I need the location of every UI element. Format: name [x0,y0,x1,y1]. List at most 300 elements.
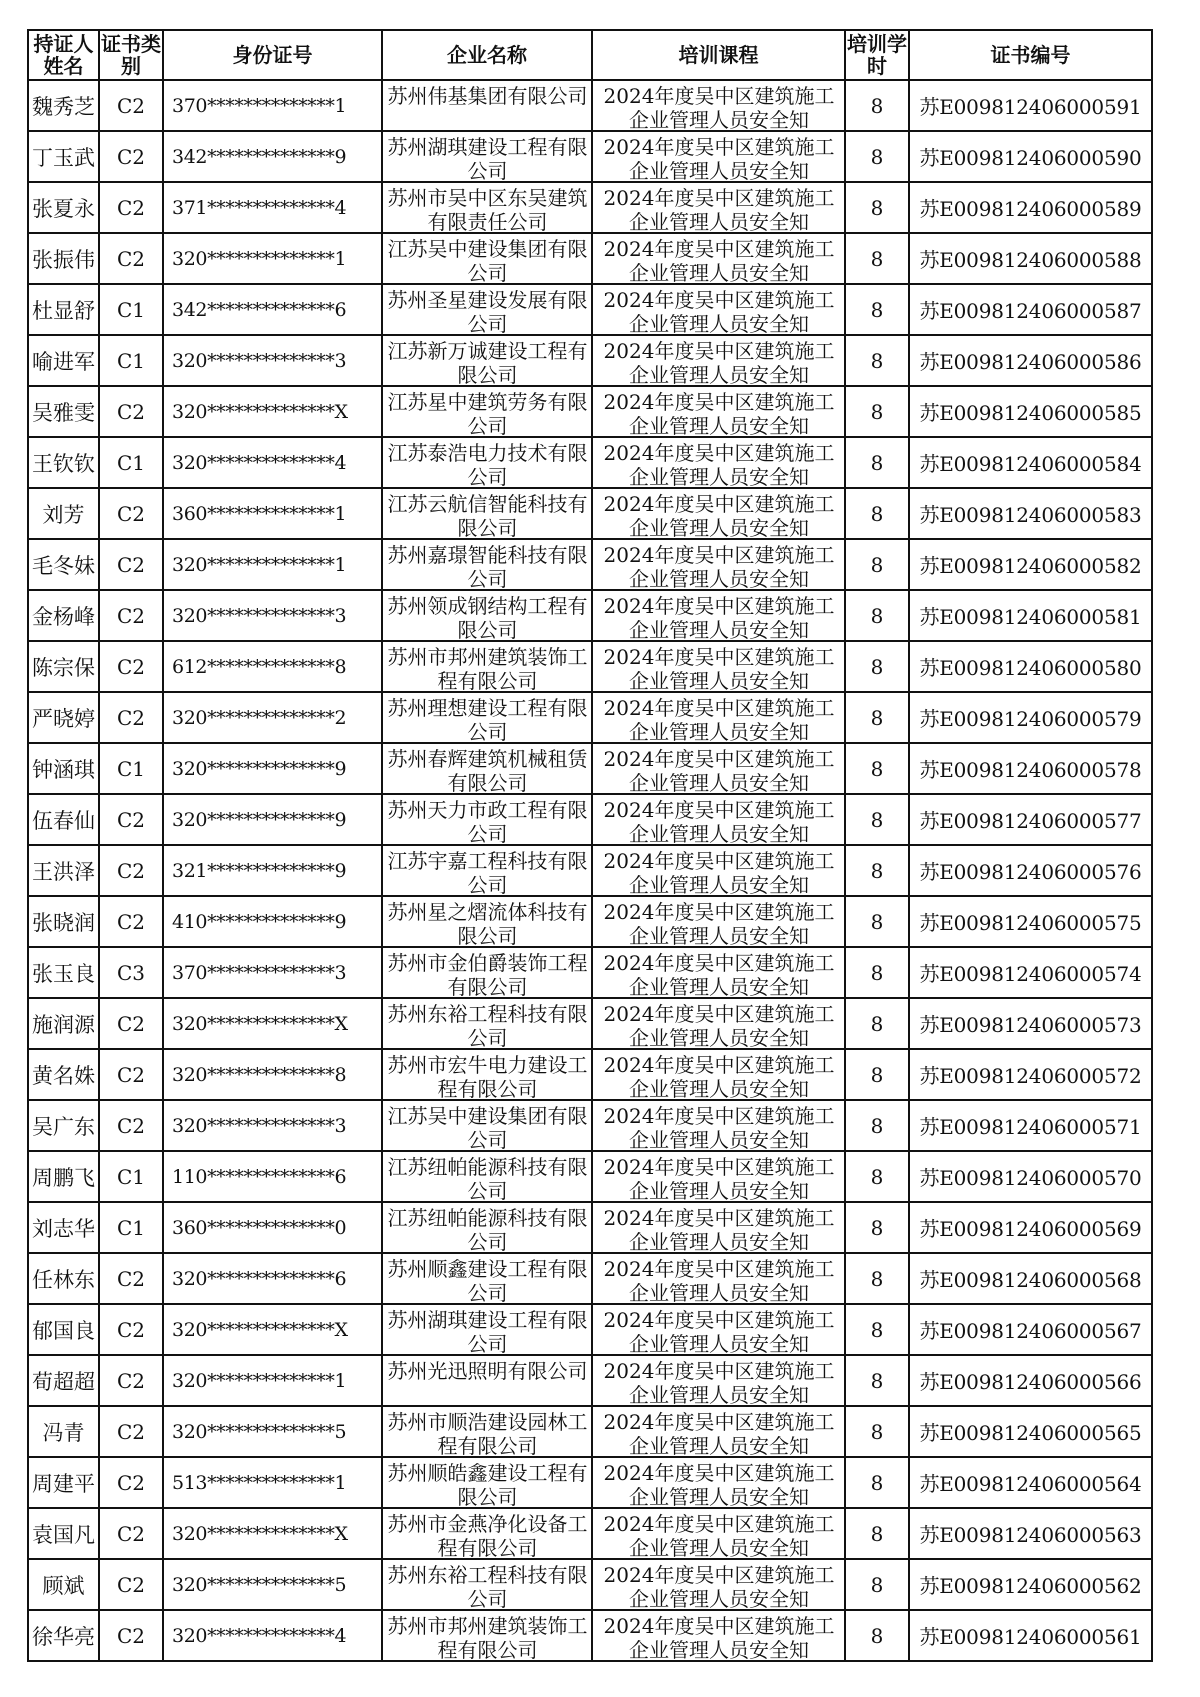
company-cell-text: 江苏新万诚建设工程有限公司 [387,339,588,386]
id-number-cell: 360**************0 [163,1202,382,1253]
table-row [28,1406,1152,1457]
course-cell-text: 2024年度吴中区建筑施工企业管理人员安全知 [603,84,835,131]
hours-cell: 8 [845,1559,909,1610]
cert-number-cell: 苏E009812406000562 [909,1559,1152,1610]
hours-cell: 8 [845,131,909,182]
company-cell-text: 苏州市吴中区东吴建筑有限责任公司 [387,186,588,233]
id-number-cell: 320**************1 [163,1355,382,1406]
company-cell-text: 苏州湖琪建设工程有限公司 [387,135,588,182]
course-cell-text: 2024年度吴中区建筑施工企业管理人员安全知 [603,645,835,692]
id-number-cell: 320**************X [163,1304,382,1355]
cert-class-cell: C2 [99,998,163,1049]
cert-number-cell: 苏E009812406000572 [909,1049,1152,1100]
course-cell-text: 2024年度吴中区建筑施工企业管理人员安全知 [603,339,835,386]
company-cell [382,1202,592,1253]
cert-number-cell: 苏E009812406000565 [909,1406,1152,1457]
table-row [28,1457,1152,1508]
company-cell-text: 苏州湖琪建设工程有限公司 [387,1308,588,1355]
company-cell-text: 江苏纽帕能源科技有限公司 [387,1155,588,1202]
company-cell [382,131,592,182]
cert-number-cell: 苏E009812406000573 [909,998,1152,1049]
holder-name-cell: 任林东 [28,1253,99,1304]
cert-class-cell: C3 [99,947,163,998]
cert-class-cell: C2 [99,80,163,131]
cert-number-cell: 苏E009812406000583 [909,488,1152,539]
company-cell-text: 苏州市金伯爵装饰工程有限公司 [387,951,588,998]
id-number-cell: 320**************3 [163,1100,382,1151]
company-cell [382,1508,592,1559]
cert-class-cell: C2 [99,182,163,233]
holder-name-cell: 魏秀芝 [28,80,99,131]
holder-name-cell: 张振伟 [28,233,99,284]
company-cell-text: 苏州光迅照明有限公司 [387,1359,588,1383]
course-cell [592,947,845,998]
course-cell-text: 2024年度吴中区建筑施工企业管理人员安全知 [603,135,835,182]
holder-name-cell: 王钦钦 [28,437,99,488]
company-cell [382,896,592,947]
certificate-table [27,29,1153,1662]
company-cell [382,437,592,488]
cert-number-cell: 苏E009812406000585 [909,386,1152,437]
cert-class-cell: C2 [99,1253,163,1304]
header-row [28,30,1152,80]
cert-number-cell: 苏E009812406000564 [909,1457,1152,1508]
hours-cell: 8 [845,1151,909,1202]
course-cell [592,845,845,896]
course-cell-text: 2024年度吴中区建筑施工企业管理人员安全知 [603,1308,835,1355]
holder-name-cell: 冯青 [28,1406,99,1457]
table-row [28,1508,1152,1559]
cert-number-cell: 苏E009812406000582 [909,539,1152,590]
company-cell-text: 苏州圣星建设发展有限公司 [387,288,588,335]
cert-number-cell: 苏E009812406000567 [909,1304,1152,1355]
holder-name-cell: 袁国凡 [28,1508,99,1559]
course-cell [592,896,845,947]
header-company: 企业名称 [382,30,592,80]
hours-cell: 8 [845,182,909,233]
hours-cell: 8 [845,1610,909,1661]
table-row [28,998,1152,1049]
cert-number-cell: 苏E009812406000578 [909,743,1152,794]
table-row [28,743,1152,794]
course-cell-text: 2024年度吴中区建筑施工企业管理人员安全知 [603,1002,835,1049]
holder-name-cell: 毛冬妹 [28,539,99,590]
hours-cell: 8 [845,1304,909,1355]
company-cell [382,1559,592,1610]
company-cell-text: 江苏星中建筑劳务有限公司 [387,390,588,437]
holder-name-cell: 施润源 [28,998,99,1049]
course-cell [592,1610,845,1661]
course-cell-text: 2024年度吴中区建筑施工企业管理人员安全知 [603,900,835,947]
company-cell [382,794,592,845]
course-cell [592,437,845,488]
company-cell [382,335,592,386]
id-number-cell: 612**************8 [163,641,382,692]
holder-name-cell: 徐华亮 [28,1610,99,1661]
course-cell [592,794,845,845]
company-cell-text: 苏州星之熠流体科技有限公司 [387,900,588,947]
table-row [28,1151,1152,1202]
course-cell-text: 2024年度吴中区建筑施工企业管理人员安全知 [603,1563,835,1610]
cert-class-cell: C2 [99,131,163,182]
table-row [28,641,1152,692]
header-holder-name: 持证人姓名 [28,30,99,80]
company-cell [382,386,592,437]
course-cell-text: 2024年度吴中区建筑施工企业管理人员安全知 [603,441,835,488]
hours-cell: 8 [845,233,909,284]
cert-class-cell: C2 [99,488,163,539]
holder-name-cell: 王洪泽 [28,845,99,896]
company-cell [382,1457,592,1508]
cert-class-cell: C2 [99,1100,163,1151]
course-cell [592,80,845,131]
table-row [28,437,1152,488]
hours-cell: 8 [845,437,909,488]
cert-class-cell: C2 [99,1508,163,1559]
id-number-cell: 320**************9 [163,743,382,794]
hours-cell: 8 [845,1100,909,1151]
course-cell-text: 2024年度吴中区建筑施工企业管理人员安全知 [603,1410,835,1457]
cert-class-cell: C2 [99,386,163,437]
company-cell [382,641,592,692]
course-cell-text: 2024年度吴中区建筑施工企业管理人员安全知 [603,492,835,539]
course-cell [592,1559,845,1610]
cert-number-cell: 苏E009812406000563 [909,1508,1152,1559]
table-row [28,233,1152,284]
company-cell-text: 江苏云航信智能科技有限公司 [387,492,588,539]
id-number-cell: 320**************3 [163,335,382,386]
company-cell-text: 江苏吴中建设集团有限公司 [387,1104,588,1151]
id-number-cell: 110**************6 [163,1151,382,1202]
course-cell-text: 2024年度吴中区建筑施工企业管理人员安全知 [603,186,835,233]
cert-class-cell: C2 [99,641,163,692]
header-cert-class: 证书类别 [101,32,161,78]
course-cell [592,539,845,590]
course-cell-text: 2024年度吴中区建筑施工企业管理人员安全知 [603,1257,835,1304]
company-cell-text: 苏州天力市政工程有限公司 [387,798,588,845]
company-cell [382,743,592,794]
cert-class-cell: C1 [99,437,163,488]
table-body [28,80,1152,1661]
course-cell-text: 2024年度吴中区建筑施工企业管理人员安全知 [603,237,835,284]
company-cell [382,1049,592,1100]
company-cell-text: 江苏吴中建设集团有限公司 [387,237,588,284]
cert-class-cell: C2 [99,1559,163,1610]
cert-number-cell: 苏E009812406000580 [909,641,1152,692]
cert-number-cell: 苏E009812406000590 [909,131,1152,182]
company-cell-text: 苏州嘉璟智能科技有限公司 [387,543,588,590]
holder-name-cell: 伍春仙 [28,794,99,845]
header-course: 培训课程 [592,30,845,80]
cert-number-cell: 苏E009812406000575 [909,896,1152,947]
course-cell [592,488,845,539]
cert-number-cell: 苏E009812406000589 [909,182,1152,233]
id-number-cell: 321**************9 [163,845,382,896]
company-cell-text: 苏州市金燕净化设备工程有限公司 [387,1512,588,1559]
table-row [28,386,1152,437]
id-number-cell: 342**************9 [163,131,382,182]
course-cell-text: 2024年度吴中区建筑施工企业管理人员安全知 [603,1104,835,1151]
company-cell-text: 苏州理想建设工程有限公司 [387,696,588,743]
header-hours: 培训学时 [847,32,907,78]
company-cell-text: 苏州顺皓鑫建设工程有限公司 [387,1461,588,1508]
header-cert-number: 证书编号 [909,30,1152,80]
cert-class-cell: C2 [99,1406,163,1457]
cert-class-cell: C1 [99,1202,163,1253]
table-row [28,794,1152,845]
course-cell [592,1406,845,1457]
holder-name-cell: 刘志华 [28,1202,99,1253]
id-number-cell: 320**************4 [163,1610,382,1661]
course-cell-text: 2024年度吴中区建筑施工企业管理人员安全知 [603,543,835,590]
id-number-cell: 320**************2 [163,692,382,743]
course-cell [592,386,845,437]
id-number-cell: 320**************1 [163,539,382,590]
table-row [28,590,1152,641]
course-cell [592,1253,845,1304]
hours-cell: 8 [845,1355,909,1406]
course-cell-text: 2024年度吴中区建筑施工企业管理人员安全知 [603,594,835,641]
cert-number-cell: 苏E009812406000574 [909,947,1152,998]
holder-name-cell: 严晓婷 [28,692,99,743]
table-row [28,1559,1152,1610]
course-cell [592,1100,845,1151]
hours-cell: 8 [845,1202,909,1253]
hours-cell: 8 [845,539,909,590]
company-cell-text: 苏州市邦州建筑装饰工程有限公司 [387,1614,588,1661]
table-row [28,1049,1152,1100]
table-row [28,182,1152,233]
holder-name-cell: 钟涵琪 [28,743,99,794]
course-cell-text: 2024年度吴中区建筑施工企业管理人员安全知 [603,1053,835,1100]
course-cell [592,131,845,182]
cert-number-cell: 苏E009812406000568 [909,1253,1152,1304]
cert-class-cell: C2 [99,1355,163,1406]
hours-cell: 8 [845,1049,909,1100]
table-row [28,488,1152,539]
hours-cell: 8 [845,80,909,131]
company-cell-text: 苏州东裕工程科技有限公司 [387,1563,588,1610]
id-number-cell: 410**************9 [163,896,382,947]
table-row [28,947,1152,998]
course-cell-text: 2024年度吴中区建筑施工企业管理人员安全知 [603,849,835,896]
cert-number-cell: 苏E009812406000561 [909,1610,1152,1661]
cert-class-cell: C2 [99,233,163,284]
hours-cell: 8 [845,590,909,641]
company-cell-text: 苏州市宏牛电力建设工程有限公司 [387,1053,588,1100]
hours-cell: 8 [845,335,909,386]
course-cell [592,1304,845,1355]
id-number-cell: 320**************4 [163,437,382,488]
cert-number-cell: 苏E009812406000584 [909,437,1152,488]
course-cell [592,692,845,743]
company-cell-text: 苏州领成钢结构工程有限公司 [387,594,588,641]
cert-class-cell: C2 [99,539,163,590]
company-cell-text: 苏州春辉建筑机械租赁有限公司 [387,747,588,794]
hours-cell: 8 [845,641,909,692]
company-cell [382,845,592,896]
cert-number-cell: 苏E009812406000586 [909,335,1152,386]
company-cell [382,947,592,998]
cert-number-cell: 苏E009812406000579 [909,692,1152,743]
course-cell-text: 2024年度吴中区建筑施工企业管理人员安全知 [603,288,835,335]
holder-name-cell: 郁国良 [28,1304,99,1355]
company-cell-text: 苏州市邦州建筑装饰工程有限公司 [387,645,588,692]
holder-name-cell: 吴广东 [28,1100,99,1151]
company-cell [382,488,592,539]
company-cell-text: 江苏宇嘉工程科技有限公司 [387,849,588,896]
id-number-cell: 320**************5 [163,1559,382,1610]
company-cell [382,1406,592,1457]
holder-name-cell: 荀超超 [28,1355,99,1406]
course-cell-text: 2024年度吴中区建筑施工企业管理人员安全知 [603,1512,835,1559]
cert-class-cell: C2 [99,896,163,947]
id-number-cell: 320**************9 [163,794,382,845]
company-cell [382,182,592,233]
company-cell-text: 江苏纽帕能源科技有限公司 [387,1206,588,1253]
cert-class-cell: C2 [99,845,163,896]
cert-number-cell: 苏E009812406000570 [909,1151,1152,1202]
hours-cell: 8 [845,1253,909,1304]
id-number-cell: 320**************X [163,998,382,1049]
hours-cell: 8 [845,284,909,335]
hours-cell: 8 [845,896,909,947]
table-row [28,1355,1152,1406]
company-cell [382,590,592,641]
course-cell [592,1151,845,1202]
table-row [28,1100,1152,1151]
id-number-cell: 320**************X [163,386,382,437]
course-cell-text: 2024年度吴中区建筑施工企业管理人员安全知 [603,1614,835,1661]
course-cell [592,1202,845,1253]
company-cell [382,692,592,743]
course-cell [592,1355,845,1406]
course-cell [592,743,845,794]
company-cell [382,284,592,335]
cert-class-cell: C2 [99,1457,163,1508]
cert-class-cell: C1 [99,335,163,386]
cert-class-cell: C2 [99,1610,163,1661]
cert-class-cell: C2 [99,692,163,743]
holder-name-cell: 丁玉武 [28,131,99,182]
course-cell [592,182,845,233]
holder-name-cell: 金杨峰 [28,590,99,641]
holder-name-cell: 顾斌 [28,1559,99,1610]
company-cell [382,1355,592,1406]
company-cell [382,1304,592,1355]
company-cell-text: 江苏泰浩电力技术有限公司 [387,441,588,488]
course-cell-text: 2024年度吴中区建筑施工企业管理人员安全知 [603,696,835,743]
cert-number-cell: 苏E009812406000566 [909,1355,1152,1406]
cert-class-cell: C2 [99,590,163,641]
holder-name-cell: 张晓润 [28,896,99,947]
table-row [28,1304,1152,1355]
course-cell [592,1508,845,1559]
course-cell-text: 2024年度吴中区建筑施工企业管理人员安全知 [603,1206,835,1253]
table-row [28,1610,1152,1661]
company-cell [382,80,592,131]
cert-number-cell: 苏E009812406000581 [909,590,1152,641]
table-row [28,539,1152,590]
holder-name-cell: 杜显舒 [28,284,99,335]
cert-class-cell: C1 [99,284,163,335]
table-header [28,30,1152,80]
table-row [28,845,1152,896]
company-cell-text: 苏州伟基集团有限公司 [387,84,588,108]
hours-cell: 8 [845,947,909,998]
hours-cell: 8 [845,1457,909,1508]
holder-name-cell: 陈宗保 [28,641,99,692]
table-row [28,335,1152,386]
table-row [28,896,1152,947]
company-cell [382,233,592,284]
table-row [28,1202,1152,1253]
company-cell [382,1253,592,1304]
cert-number-cell: 苏E009812406000587 [909,284,1152,335]
cert-class-cell: C2 [99,1049,163,1100]
id-number-cell: 320**************6 [163,1253,382,1304]
hours-cell: 8 [845,386,909,437]
course-cell-text: 2024年度吴中区建筑施工企业管理人员安全知 [603,1359,835,1406]
course-cell [592,284,845,335]
cert-number-cell: 苏E009812406000571 [909,1100,1152,1151]
holder-name-cell: 周建平 [28,1457,99,1508]
cert-class-cell: C1 [99,1151,163,1202]
course-cell-text: 2024年度吴中区建筑施工企业管理人员安全知 [603,1155,835,1202]
hours-cell: 8 [845,1508,909,1559]
course-cell [592,1049,845,1100]
hours-cell: 8 [845,488,909,539]
cert-class-cell: C1 [99,743,163,794]
course-cell [592,1457,845,1508]
holder-name-cell: 张夏永 [28,182,99,233]
id-number-cell: 320**************X [163,1508,382,1559]
company-cell-text: 苏州东裕工程科技有限公司 [387,1002,588,1049]
course-cell-text: 2024年度吴中区建筑施工企业管理人员安全知 [603,798,835,845]
hours-cell: 8 [845,845,909,896]
course-cell-text: 2024年度吴中区建筑施工企业管理人员安全知 [603,951,835,998]
header-id-number: 身份证号 [163,30,382,80]
id-number-cell: 320**************3 [163,590,382,641]
id-number-cell: 320**************1 [163,233,382,284]
hours-cell: 8 [845,998,909,1049]
holder-name-cell: 张玉良 [28,947,99,998]
company-cell [382,1151,592,1202]
course-cell [592,998,845,1049]
id-number-cell: 371**************4 [163,182,382,233]
holder-name-cell: 周鹏飞 [28,1151,99,1202]
table-row [28,284,1152,335]
cert-class-cell: C2 [99,1304,163,1355]
table-row [28,80,1152,131]
company-cell [382,1610,592,1661]
cert-number-cell: 苏E009812406000588 [909,233,1152,284]
id-number-cell: 370**************1 [163,80,382,131]
course-cell-text: 2024年度吴中区建筑施工企业管理人员安全知 [603,747,835,794]
cert-number-cell: 苏E009812406000577 [909,794,1152,845]
company-cell-text: 苏州顺鑫建设工程有限公司 [387,1257,588,1304]
hours-cell: 8 [845,743,909,794]
holder-name-cell: 吴雅雯 [28,386,99,437]
company-cell [382,998,592,1049]
company-cell-text: 苏州市顺浩建设园林工程有限公司 [387,1410,588,1457]
cert-number-cell: 苏E009812406000569 [909,1202,1152,1253]
hours-cell: 8 [845,1406,909,1457]
company-cell [382,539,592,590]
id-number-cell: 320**************8 [163,1049,382,1100]
cert-number-cell: 苏E009812406000576 [909,845,1152,896]
cert-number-cell: 苏E009812406000591 [909,80,1152,131]
